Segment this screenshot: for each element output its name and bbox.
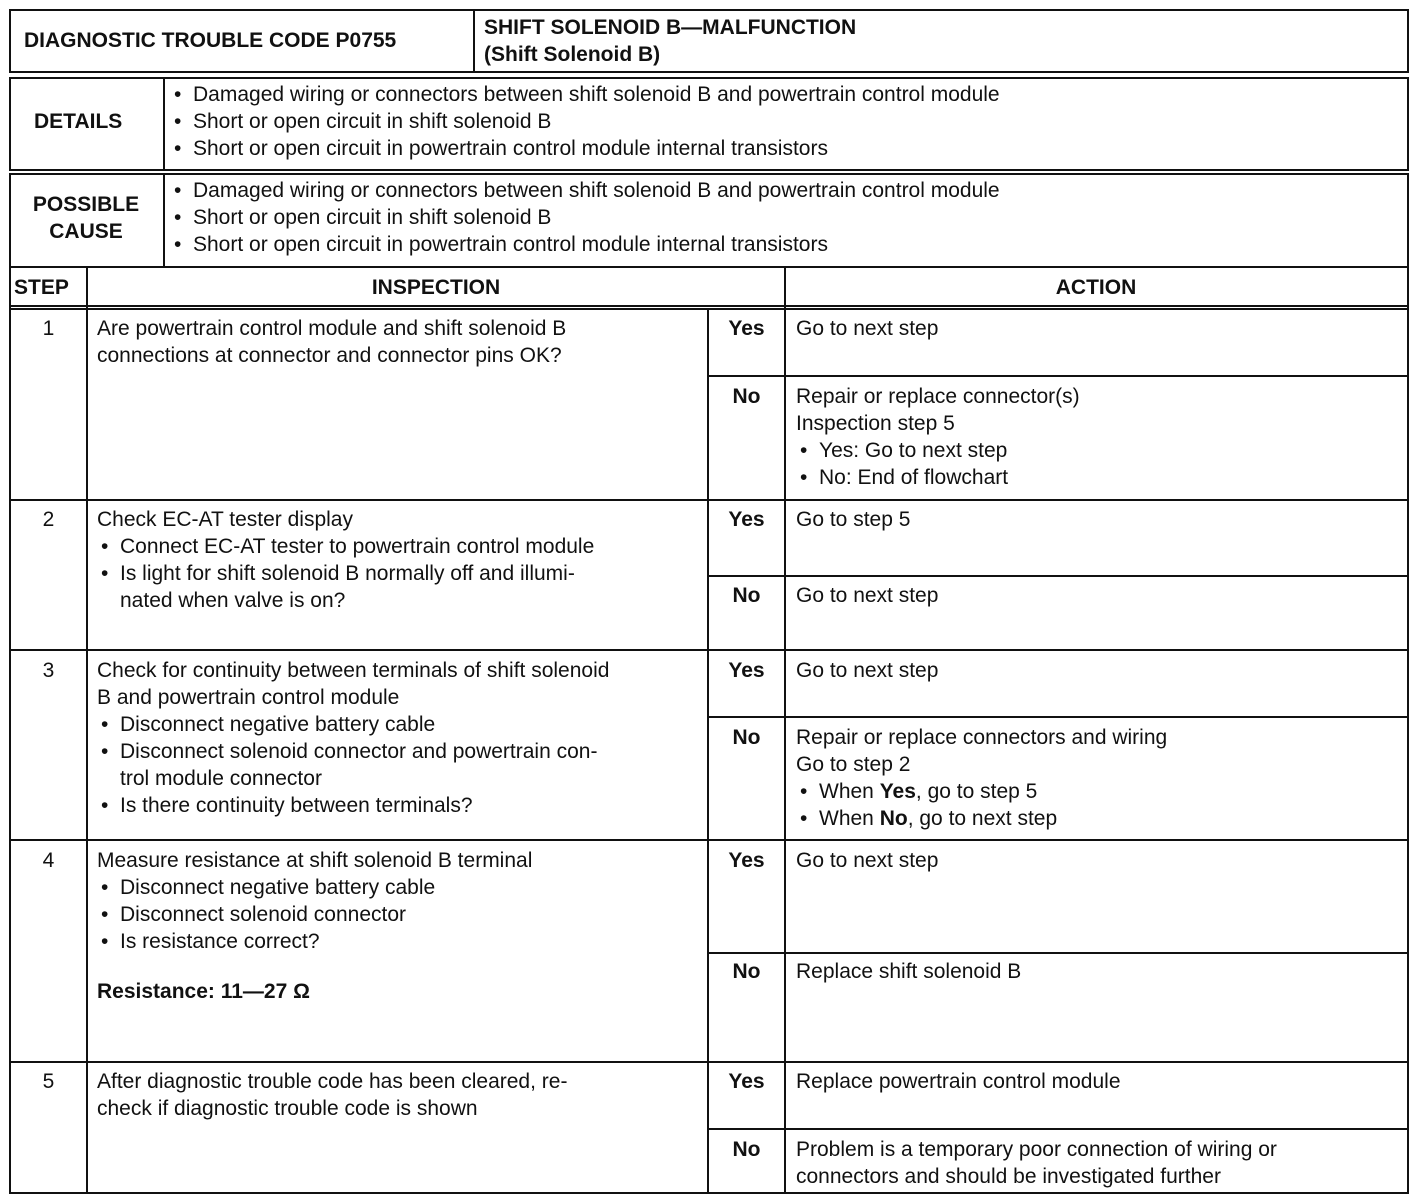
step-inspection: [97, 657, 609, 819]
details-item: • Short or open circuit in shift solenoid B: [170, 108, 1000, 135]
action-line: Repair or replace connectors and wiring: [796, 726, 1168, 749]
bullet-emphasis: Yes: [879, 780, 916, 803]
no-action: Go to next step: [796, 584, 939, 607]
no-action: Replace shift solenoid B: [796, 960, 1022, 983]
step-inspection: [97, 506, 594, 614]
row-separator: [9, 839, 1409, 841]
details-divider: [163, 77, 165, 171]
row-separator: [9, 499, 1409, 501]
no-action: [796, 1136, 1277, 1190]
answer-no: No: [732, 960, 761, 983]
yes-action: Go to next step: [796, 659, 939, 682]
bullet-emphasis: No: [879, 807, 908, 830]
action-bullet: • Yes: Go to next step: [796, 437, 1080, 464]
row-separator: [9, 308, 1409, 310]
inspection-bullet: • Connect EC-AT tester to powertrain control module: [97, 533, 594, 560]
inspection-bullet: • Disconnect solenoid connector: [97, 901, 532, 928]
yes-no-separator: [707, 1128, 1409, 1130]
possible-cause-label: [14, 191, 158, 245]
action-line: Problem is a temporary poor connection of wiring or: [796, 1138, 1277, 1161]
answer-yes: Yes: [728, 317, 765, 340]
answer-yes: Yes: [728, 849, 765, 872]
yes-action: Replace powertrain control module: [796, 1070, 1121, 1093]
inspection-bullet: • Is resistance correct?: [97, 928, 532, 955]
yes-no-separator: [707, 716, 1409, 718]
details-item: • Damaged wiring or connectors between shift solenoid B and powertrain control module: [170, 81, 1000, 108]
bullet-text: When: [819, 780, 880, 803]
action-bullet: • No: End of flowchart: [796, 464, 1080, 491]
no-action: [796, 724, 1167, 832]
step-inspection: [97, 847, 532, 955]
possible-cause-label-line: POSSIBLE: [32, 193, 140, 216]
inspection-line: Measure resistance at shift solenoid B terminal: [97, 849, 533, 872]
column-header-action: ACTION: [1055, 276, 1137, 299]
row-separator: [9, 649, 1409, 651]
step-inspection: [97, 1068, 567, 1122]
inspection-line: After diagnostic trouble code has been cleared, re-: [97, 1070, 568, 1093]
details-item: • Short or open circuit in powertrain control module internal transistors: [170, 135, 1000, 162]
yes-no-separator: [707, 375, 1409, 377]
details-list: [170, 81, 1000, 162]
action-bullet: [796, 778, 1167, 805]
possible-cause-item: • Short or open circuit in shift solenoid B: [170, 204, 1000, 231]
dtc-subtitle: (Shift Solenoid B): [484, 43, 661, 66]
header-divider: [473, 9, 475, 73]
action-line: connectors and should be investigated further: [796, 1165, 1221, 1188]
inspection-bullet: • Is light for shift solenoid B normally off and illumi-: [97, 560, 594, 587]
yes-action: Go to next step: [796, 849, 939, 872]
possible-cause-label-line: CAUSE: [49, 220, 123, 243]
inspection-line: Check for continuity between terminals of shift solenoid: [97, 659, 610, 682]
action-line: Go to step 2: [796, 753, 911, 776]
action-bullet: [796, 805, 1167, 832]
dtc-title: SHIFT SOLENOID B—MALFUNCTION: [484, 16, 857, 39]
inspection-line: Check EC-AT tester display: [97, 508, 353, 531]
step-number: 4: [42, 849, 55, 872]
answer-yes: Yes: [728, 1070, 765, 1093]
step-column-divider: [86, 268, 88, 1194]
inspection-line: Are powertrain control module and shift solenoid B: [97, 317, 567, 340]
bullet-text: , go to step 5: [915, 780, 1038, 803]
resistance-spec: Resistance: 11—27 Ω: [97, 980, 310, 1003]
inspection-line: B and powertrain control module: [97, 686, 400, 709]
step-number: 1: [42, 317, 55, 340]
answer-yes: Yes: [728, 508, 765, 531]
step-number: 5: [42, 1070, 55, 1093]
answer-no: No: [732, 385, 761, 408]
column-header-divider: [9, 305, 1409, 307]
inspection-line: check if diagnostic trouble code is shown: [97, 1097, 478, 1120]
details-label: DETAILS: [34, 110, 123, 133]
answer-no: No: [732, 726, 761, 749]
step-number: 3: [42, 659, 55, 682]
yes-no-separator: [707, 575, 1409, 577]
action-line: Repair or replace connector(s): [796, 385, 1080, 408]
row-separator: [9, 1061, 1409, 1063]
answer-no: No: [732, 584, 761, 607]
step-inspection: [97, 315, 566, 369]
yes-action: Go to step 5: [796, 508, 911, 531]
bullet-text: , go to next step: [907, 807, 1058, 830]
column-header-inspection: INSPECTION: [371, 276, 501, 299]
dtc-code-label: DIAGNOSTIC TROUBLE CODE P0755: [24, 29, 397, 52]
inspection-bullet: • Is there continuity between terminals?: [97, 792, 609, 819]
answer-yes: Yes: [728, 659, 765, 682]
yes-no-separator: [707, 952, 1409, 954]
inspection-continuation: nated when valve is on?: [120, 589, 346, 612]
possible-cause-list: [170, 177, 1000, 258]
yes-action: Go to next step: [796, 317, 939, 340]
step-number: 2: [42, 508, 55, 531]
bullet-text: When: [819, 807, 880, 830]
possible-cause-divider: [163, 173, 165, 268]
action-column-divider: [784, 268, 786, 1194]
possible-cause-item: • Damaged wiring or connectors between shift solenoid B and powertrain control module: [170, 177, 1000, 204]
inspection-continuation: trol module connector: [120, 767, 322, 790]
inspection-bullet: • Disconnect negative battery cable: [97, 711, 609, 738]
answer-no: No: [732, 1138, 761, 1161]
inspection-bullet: • Disconnect negative battery cable: [97, 874, 532, 901]
inspection-bullet: • Disconnect solenoid connector and powertrain con-: [97, 738, 609, 765]
column-header-step: STEP: [14, 276, 69, 299]
action-line: Inspection step 5: [796, 412, 955, 435]
possible-cause-item: • Short or open circuit in powertrain control module internal transistors: [170, 231, 1000, 258]
inspection-line: connections at connector and connector pins OK?: [97, 344, 562, 367]
no-action: [796, 383, 1080, 491]
